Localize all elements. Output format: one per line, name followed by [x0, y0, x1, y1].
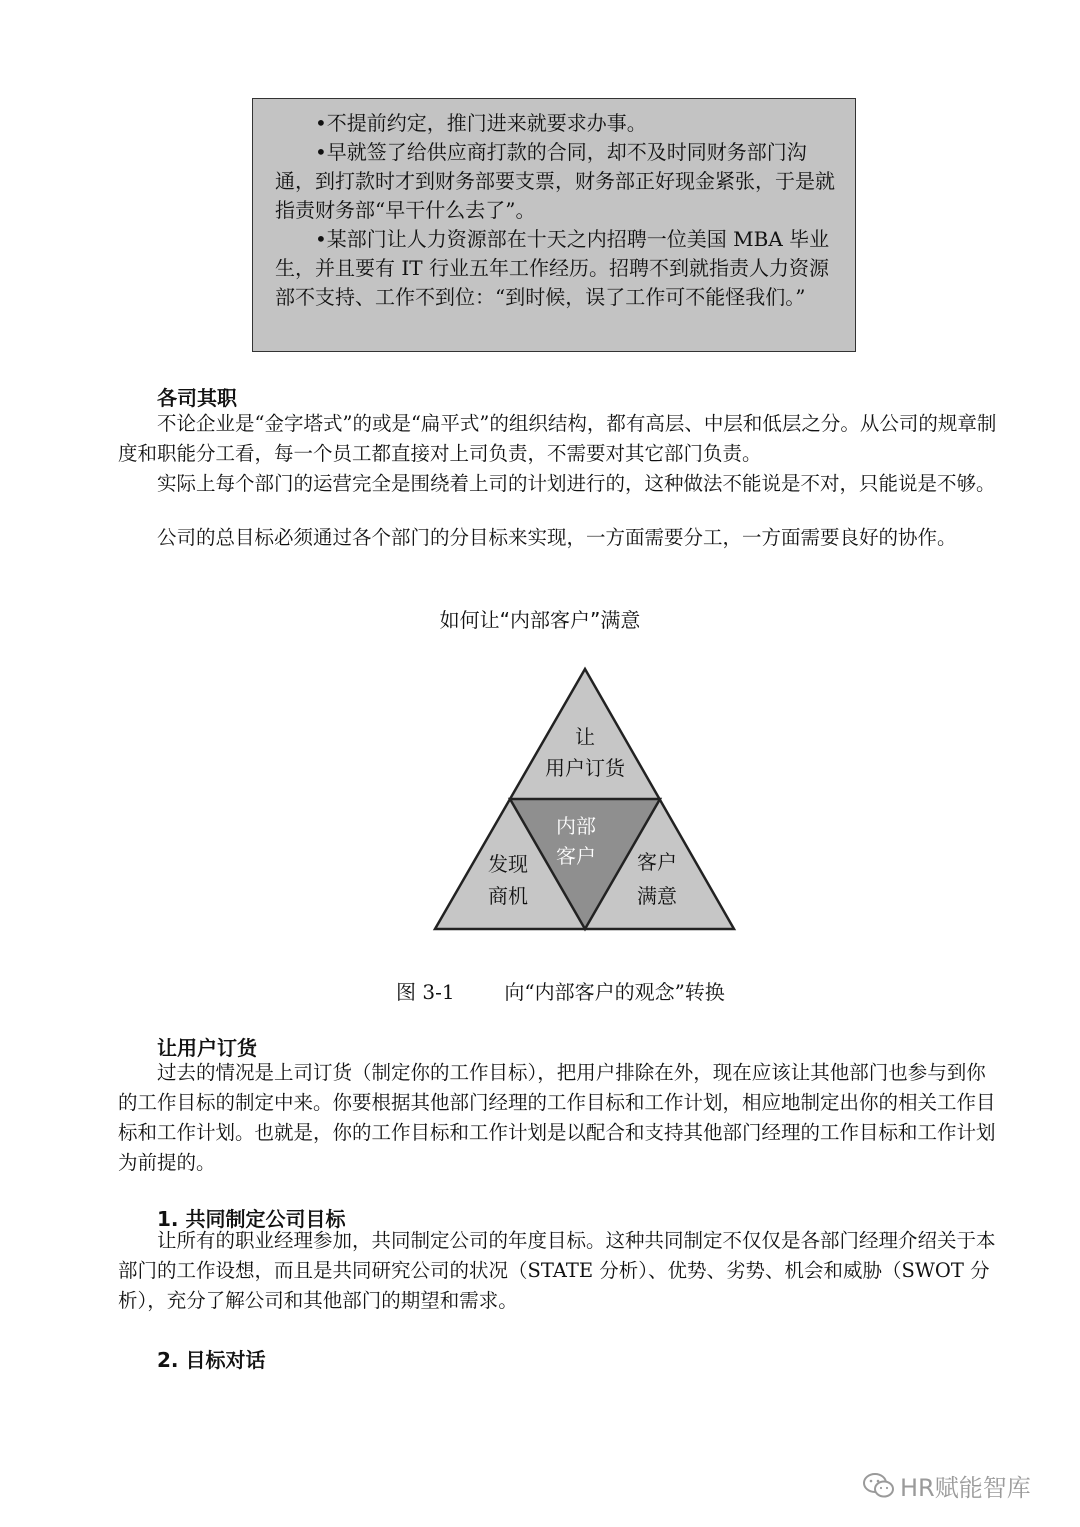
section-title-goal-dialogue: 2. 目标对话 [157, 1348, 266, 1372]
paragraph-department-operation: 实际上每个部门的运营完全是围绕着上司的计划进行的，这种做法不能说是不对，只能说是不够。 [157, 472, 996, 495]
callout-item-2: •早就签了给供应商打款的合同，却不及时同财务部门沟通，到打款时才到财务部要支票，财务部正好现金紧张，于是就指责财务部“早干什么去了”。 [275, 140, 835, 222]
top-label-line1: 让 [575, 725, 595, 749]
paragraph-user-order: 过去的情况是上司订货（制定你的工作目标），把用户排除在外，现在应该让其他部门也参与到你的工作目标的制定中来。你要根据其他部门经理的工作目标和工作计划，相应地制定出你的相关工作目标和工作计划。也就是，你的工作目标和工作计划是以配合和支持其他部门经理的工作目标和工作计划为前提的。 [118, 1061, 996, 1174]
section-title-joint-goal: 1. 共同制定公司目标 [157, 1207, 346, 1231]
watermark [862, 1468, 1031, 1503]
wechat-icon [862, 1472, 896, 1500]
callout-item-3: •某部门让人力资源部在十天之内招聘一位美国 MBA 毕业生，并且要有 IT 行业五年工作经历。招聘不到就指责人力资源部不支持、工作不到位：“到时候，误了工作可不能怪我们。” [275, 227, 830, 309]
center-label-line1: 内部 [556, 814, 596, 838]
paragraph-joint-goal: 让所有的职业经理参加，共同制定公司的年度目标。这种共同制定不仅仅是各部门经理介绍关于本部门的工作设想，而且是共同研究公司的状况（STATE 分析）、优势、劣势、机会和威胁（SWOT 分析），充分了解公司和其他部门的期望和需求。 [118, 1229, 996, 1312]
left-label-line2: 商机 [488, 884, 528, 908]
section-title-user-order: 让用户订货 [157, 1036, 257, 1060]
center-label-line2: 客户 [556, 844, 596, 868]
top-label-line2: 用户订货 [545, 756, 625, 780]
paragraph-company-goal: 公司的总目标必须通过各个部门的分目标来实现，一方面需要分工，一方面需要良好的协作。 [157, 526, 957, 549]
example-callout-box [252, 98, 856, 352]
right-label-line2: 满意 [637, 884, 677, 908]
figure-caption [396, 976, 725, 1005]
internal-customer-triangle-diagram [430, 665, 740, 935]
callout-item-1: •不提前约定，推门进来就要求办事。 [315, 111, 647, 135]
section-title-roles: 各司其职 [157, 386, 237, 410]
watermark-text: HR赋能智库 [900, 1474, 1031, 1502]
left-label-line1: 发现 [488, 852, 528, 876]
paragraph-org-structure: 不论企业是“金字塔式”的或是“扁平式”的组织结构，都有高层、中层和低层之分。从公司的规章制度和职能分工看，每一个员工都直接对上司负责，不需要对其它部门负责。 [118, 412, 997, 465]
figure-title: 如何让“内部客户”满意 [439, 608, 641, 632]
figure-caption-text: 向“内部客户的观念”转换 [504, 980, 725, 1004]
right-label-line1: 客户 [637, 850, 677, 874]
figure-number: 图 3-1 [396, 980, 455, 1004]
